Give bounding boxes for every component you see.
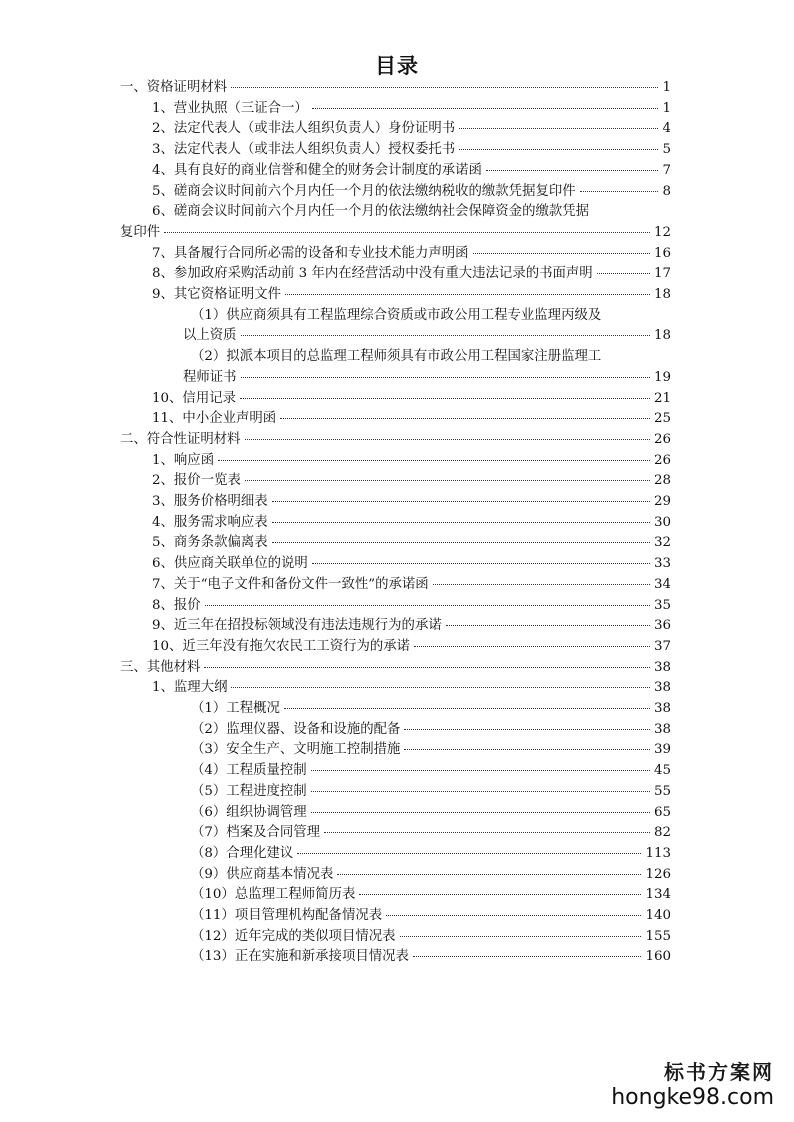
toc-entry[interactable]	[152, 453, 671, 469]
toc-entry[interactable]	[152, 204, 589, 220]
toc-entry-label: （8）合理化建议	[191, 845, 294, 861]
toc-entry-label: （2）拟派本项目的总监理工程师须具有市政公用工程国家注册监理工	[191, 349, 602, 365]
toc-entry-label: （1）供应商须具有工程监理综合资质或市政公用工程专业监理丙级及	[191, 307, 602, 323]
toc-page-number: 19	[653, 369, 671, 385]
dot-leader	[312, 563, 650, 564]
toc-entry-label-cont: 以上资质	[183, 328, 237, 344]
dot-leader	[297, 853, 641, 854]
toc-page-number: 5	[662, 142, 671, 158]
toc-page-number: 26	[653, 452, 671, 468]
toc-page-number: 37	[653, 638, 671, 654]
dot-leader	[245, 439, 650, 440]
toc-entry-label: 10、近三年没有拖欠农民工工资行为的承诺	[152, 638, 411, 654]
dot-leader	[272, 542, 650, 543]
toc-page-number: 38	[653, 721, 671, 737]
toc-entry-label: 8、报价	[152, 597, 201, 613]
toc-page-number: 36	[653, 618, 671, 634]
toc-entry-label: 3、服务价格明细表	[152, 494, 268, 509]
toc-entry[interactable]	[191, 887, 671, 903]
toc-page-number: 8	[662, 183, 671, 199]
toc-entry[interactable]	[191, 805, 671, 821]
toc-entry-label: （2）监理仪器、设备和设施的配备	[191, 721, 401, 737]
toc-entry-label: 4、服务需求响应表	[152, 514, 268, 530]
dot-leader	[231, 87, 658, 88]
toc-entry-label: （12）近年完成的类似项目情况表	[191, 928, 396, 944]
toc-page-number: 29	[653, 494, 671, 509]
toc-page-number: 12	[653, 224, 671, 240]
toc-entry-label: 三、其他材料	[120, 659, 201, 675]
toc-entry-label: （4）工程质量控制	[191, 763, 307, 779]
toc-page-number: 18	[653, 328, 671, 344]
toc-entry-label: 3、法定代表人（或非法人组织负责人）授权委托书	[152, 142, 456, 158]
dot-leader	[272, 522, 650, 523]
toc-page-number: 17	[653, 266, 671, 282]
watermark	[611, 1056, 774, 1110]
toc-entry-label: 5、磋商会议时间前六个月内任一个月的依法缴纳税收的缴款凭据复印件	[152, 183, 576, 199]
toc-entry-label-cont: 程师证书	[183, 369, 237, 385]
toc-entry-continuation[interactable]	[120, 225, 671, 241]
toc-page-number: 1	[662, 100, 671, 116]
toc-entry-label: 1、营业执照（三证合一）	[152, 100, 308, 116]
dot-leader	[312, 108, 659, 109]
toc-entry[interactable]	[152, 680, 671, 696]
toc-entry-label: 7、关于“电子文件和备份文件一致性”的承诺函	[152, 576, 429, 592]
toc-page-number: 32	[653, 535, 671, 551]
toc-page-number: 113	[645, 845, 671, 861]
toc-entry[interactable]	[152, 515, 671, 531]
toc-section[interactable]	[120, 80, 671, 96]
toc-entry[interactable]	[152, 473, 671, 489]
toc-page-number: 28	[653, 473, 671, 489]
toc-entry-label: （13）正在实施和新承接项目情况表	[191, 949, 409, 965]
dot-leader	[400, 936, 642, 937]
toc-entry-label: （11）项目管理机构配备情况表	[191, 908, 383, 923]
toc-page-number: 7	[662, 162, 671, 178]
toc-entry[interactable]	[152, 411, 671, 427]
toc-entry[interactable]	[191, 742, 671, 758]
toc-entry-label: （6）组织协调管理	[191, 804, 307, 820]
dot-leader	[241, 377, 650, 378]
toc-entry[interactable]	[152, 598, 671, 614]
toc-page-number: 39	[653, 742, 671, 758]
toc-entry[interactable]	[191, 349, 601, 365]
toc-page-number: 35	[653, 597, 671, 613]
toc-entry[interactable]	[152, 184, 671, 200]
toc-page-number: 45	[653, 763, 671, 779]
toc-entry-label: 11、中小企业声明函	[152, 411, 277, 427]
toc-entry-label: （3）安全生产、文明施工控制措施	[191, 742, 401, 758]
toc-entry[interactable]	[191, 701, 671, 717]
dot-leader	[404, 749, 650, 750]
toc-page-number: 140	[645, 908, 671, 923]
dot-leader	[284, 708, 650, 709]
dot-leader	[459, 149, 658, 150]
toc-entry-label: （9）供应商基本情况表	[191, 866, 334, 882]
toc-page-number: 65	[653, 804, 671, 820]
toc-entry-label: 9、其它资格证明文件	[152, 287, 282, 302]
toc-page-number: 18	[653, 287, 671, 302]
toc-section[interactable]	[120, 660, 671, 676]
toc-entry[interactable]	[191, 846, 671, 862]
toc-entry[interactable]	[191, 908, 671, 924]
toc-entry-label: 二、符合性证明材料	[120, 431, 241, 447]
toc-entry-label: 6、供应商关联单位的说明	[152, 556, 308, 572]
toc-page-number: 33	[653, 556, 671, 572]
toc-entry[interactable]	[152, 391, 671, 407]
toc-page-number: 34	[653, 576, 671, 592]
dot-leader	[280, 418, 650, 419]
toc-entry-label: 9、近三年在招投标领域没有违法违规行为的承诺	[152, 618, 442, 634]
toc-page-number: 26	[653, 431, 671, 447]
dot-leader	[218, 460, 650, 461]
toc-entry[interactable]	[152, 535, 671, 551]
toc-page-number: 134	[645, 887, 671, 903]
toc-entry[interactable]	[191, 722, 671, 738]
toc-entry[interactable]	[191, 949, 671, 965]
toc-page-number: 155	[645, 928, 671, 944]
toc-entry-continuation[interactable]	[183, 328, 671, 344]
toc-entry-label: 7、具备履行合同所必需的设备和专业技术能力声明函	[152, 245, 469, 261]
toc-entry-label: （1）工程概况	[191, 701, 280, 716]
toc-entry[interactable]	[191, 867, 671, 883]
toc-page-number: 30	[653, 514, 671, 530]
toc-entry[interactable]	[191, 929, 671, 945]
watermark-cn: 标书方案网	[664, 1060, 774, 1084]
dot-leader	[597, 273, 650, 274]
toc-entry[interactable]	[152, 101, 671, 117]
toc-entry[interactable]	[152, 639, 671, 655]
dot-leader	[311, 791, 650, 792]
toc-entry-label-cont: 复印件	[120, 224, 161, 240]
toc-page-number: 38	[653, 701, 671, 716]
toc-entry[interactable]	[152, 556, 671, 572]
toc-entry[interactable]	[152, 266, 671, 282]
toc-page-number: 21	[653, 390, 671, 406]
toc-entry[interactable]	[152, 494, 671, 510]
dot-leader	[446, 625, 650, 626]
dot-leader	[272, 501, 650, 502]
toc-page-number: 38	[653, 659, 671, 675]
dot-leader	[459, 128, 658, 129]
toc-entry-label: （5）工程进度控制	[191, 783, 307, 799]
dot-leader	[433, 584, 650, 585]
dot-leader	[311, 770, 650, 771]
toc-entry[interactable]	[191, 763, 671, 779]
toc-entry-label: 8、参加政府采购活动前 3 年内在经营活动中没有重大违法记录的书面声明	[152, 266, 593, 282]
toc-entry-continuation[interactable]	[183, 370, 671, 386]
toc-entry[interactable]	[191, 784, 671, 800]
dot-leader	[231, 687, 649, 688]
dot-leader	[205, 605, 650, 606]
toc-section[interactable]	[120, 432, 671, 448]
toc-page-number: 82	[653, 825, 671, 841]
toc-entry-label: 4、具有良好的商业信誉和健全的财务会计制度的承诺函	[152, 162, 482, 178]
toc-entry[interactable]	[152, 287, 671, 303]
toc-entry-label: 1、监理大纲	[152, 680, 228, 696]
dot-leader	[359, 894, 641, 895]
toc-page-number: 126	[645, 866, 671, 882]
toc-entry[interactable]	[152, 142, 671, 158]
toc-page-number: 4	[662, 121, 671, 137]
toc-page-number: 38	[653, 680, 671, 696]
toc-entry-label: 一、资格证明材料	[120, 80, 228, 95]
toc-entry-label: 10、信用记录	[152, 390, 236, 406]
toc-entry[interactable]	[191, 825, 671, 841]
toc-entry[interactable]	[152, 163, 671, 179]
toc-page-number: 1	[662, 80, 671, 95]
toc-entry[interactable]	[152, 121, 671, 137]
dot-leader	[164, 232, 650, 233]
toc-page-number: 55	[653, 783, 671, 799]
dot-leader	[337, 874, 641, 875]
dot-leader	[580, 191, 659, 192]
toc-entry[interactable]	[191, 308, 601, 324]
page-title: 目录	[375, 54, 419, 78]
dot-leader	[404, 729, 650, 730]
watermark-en: hongke98.com	[611, 1085, 774, 1110]
dot-leader	[414, 646, 650, 647]
toc-entry-label: （7）档案及合同管理	[191, 825, 321, 841]
dot-leader	[285, 294, 650, 295]
toc-page-number: 25	[653, 411, 671, 427]
dot-leader	[486, 170, 659, 171]
dot-leader	[324, 832, 650, 833]
toc-entry[interactable]	[152, 618, 671, 634]
toc-page-number: 160	[645, 949, 671, 965]
toc-entry[interactable]	[152, 246, 671, 262]
dot-leader	[204, 667, 650, 668]
dot-leader	[413, 956, 642, 957]
toc-entry[interactable]	[152, 577, 671, 593]
toc-entry-label: 2、报价一览表	[152, 473, 241, 489]
toc-entry-label: 6、磋商会议时间前六个月内任一个月的依法缴纳社会保障资金的缴款凭据	[152, 204, 590, 220]
dot-leader	[245, 480, 650, 481]
toc-entry-label: （10）总监理工程师简历表	[191, 887, 356, 903]
toc-entry-label: 1、响应函	[152, 452, 215, 468]
dot-leader	[473, 253, 650, 254]
dot-leader	[241, 335, 650, 336]
dot-leader	[311, 812, 650, 813]
dot-leader	[240, 398, 650, 399]
dot-leader	[386, 915, 641, 916]
toc-entry-label: 2、法定代表人（或非法人组织负责人）身份证明书	[152, 121, 456, 137]
toc-page-number: 16	[653, 245, 671, 261]
toc-entry-label: 5、商务条款偏离表	[152, 535, 268, 551]
